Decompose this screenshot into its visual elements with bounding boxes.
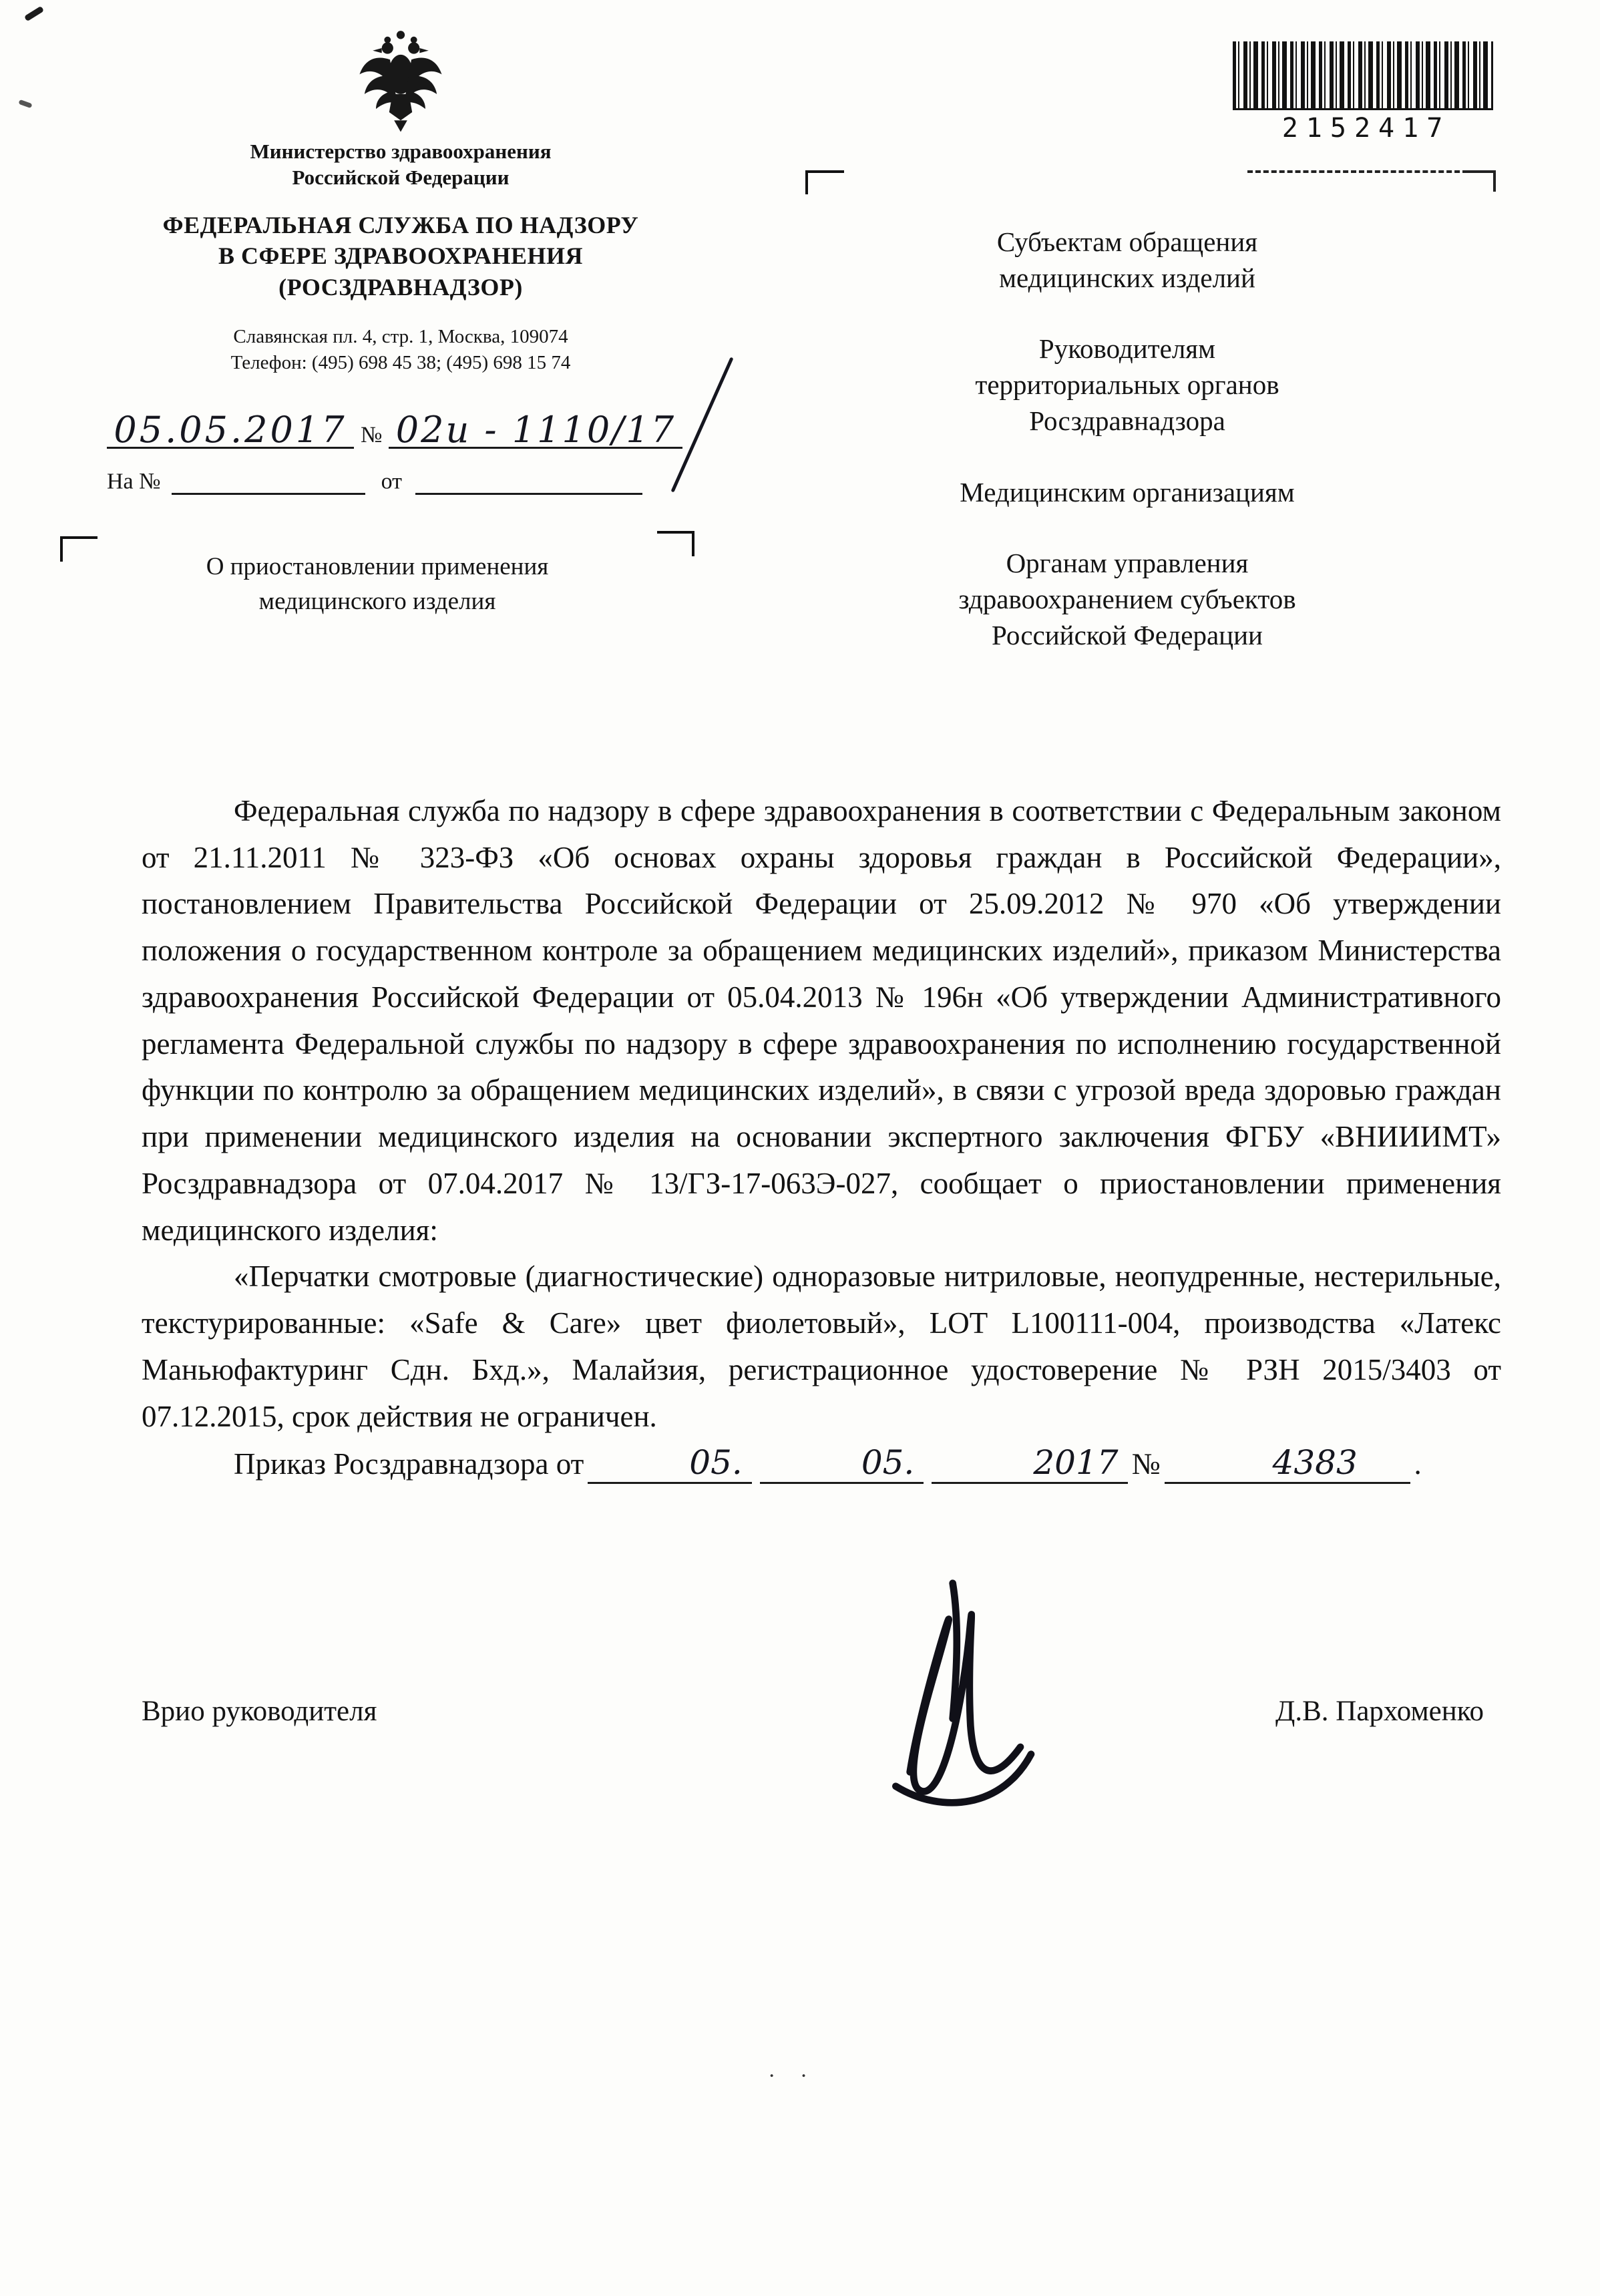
addressee-item [853, 545, 1401, 653]
handwritten-date: 05.05.2017 [107, 413, 354, 449]
ministry-line: Российской Федерации [292, 165, 510, 189]
agency-address: Славянская пл. 4, стр. 1, Москва, 109074 [233, 325, 568, 347]
addressee-list [853, 224, 1401, 653]
reference-date-blank [415, 469, 642, 495]
corner-mark-icon [1468, 170, 1496, 192]
reference-line [107, 469, 694, 495]
letterhead-header [0, 0, 1600, 688]
addressee-line: Субъектам обращения [996, 226, 1258, 257]
addressee-line: Руководителям [1038, 333, 1216, 365]
agency-line: В СФЕРЕ ЗДРАВООХРАНЕНИЯ [218, 242, 583, 270]
coat-of-arms-icon [351, 27, 451, 134]
handwritten-order-year: 2017 [932, 1446, 1127, 1484]
barcode [1233, 41, 1493, 144]
ministry-line: Министерство здравоохранения [250, 140, 552, 163]
ministry-name [107, 139, 694, 191]
signature-scribble [849, 1541, 1063, 1835]
body-paragraph: «Перчатки смотровые (диагностические) одноразовые нитриловые, неопудренные, нестерильные, текстурированные: «Safe & Care» цвет фиолетовый», LOT L100111-004, производства «Латекс Маньюфактуринг Сдн. Бхд.», Малайзия, регистрационное удостоверение № РЗН 2015/3403 от 07.12.2015, срок действия не ограничен. [142, 1260, 1501, 1433]
corner-mark-icon [60, 536, 97, 562]
addressee-line: территориальных органов [975, 369, 1279, 401]
handwritten-order-number: 4383 [1165, 1446, 1410, 1484]
addressee-line: Российской Федерации [992, 619, 1263, 650]
order-period: . [1414, 1447, 1422, 1481]
number-sign: № [361, 422, 383, 447]
barcode-bars-icon [1233, 41, 1493, 108]
subject-zone [60, 536, 694, 619]
addressee-item [853, 474, 1401, 510]
addressee-line: Росздравнадзора [1029, 405, 1225, 437]
addressee-item [853, 224, 1401, 296]
subject-line: О приостановлении применения [206, 552, 549, 580]
order-number-sign: № [1131, 1447, 1161, 1481]
corner-mark-icon [805, 170, 844, 194]
corner-mark-icon [657, 531, 694, 556]
subject-line: медицинского изделия [258, 587, 496, 615]
reference-na-label: На № [107, 469, 161, 494]
dashed-rule [1247, 170, 1468, 173]
body-paragraph: Федеральная служба по надзору в сфере здравоохранения в соответствии с Федеральным законом от 21.11.2011 № 323-ФЗ «Об основах охраны здоровья граждан в Российской Федерации», постановлением Правительства Российской Федерации от 25.09.2012 № 970 «Об утверждении положения о государственном контроле за обращением медицинских изделий», приказом Министерства здравоохранения Российской Федерации от 05.04.2013 № 196н «Об утверждении Административного регламента Федеральной службы по надзору в сфере здравоохранения по исполнению государственной функции по контролю за обращением медицинских изделий», в связи с угрозой вреда здоровью граждан при применении медицинского изделия на основании экспертного заключения ФГБУ «ВНИИИМТ» Росздравнадзора от 07.04.2017 № 13/ГЗ-17-063Э-027, сообщает о приостановлении применения медицинского изделия: [142, 793, 1501, 1247]
addressee-line: Медицинским организациям [960, 476, 1295, 508]
scan-artifact: · · [768, 2064, 817, 2088]
reference-number-blank [172, 469, 365, 495]
signature-block [142, 1588, 1501, 1869]
letter-body [142, 788, 1501, 1488]
agency-phone: Телефон: (495) 698 45 38; (495) 698 15 74 [230, 351, 571, 373]
signer-position: Врио руководителя [142, 1696, 377, 1728]
addressee-item [853, 331, 1401, 439]
addressee-line: Органам управления [1006, 547, 1249, 578]
handwritten-order-day: 05. [588, 1446, 752, 1484]
address-zone-bracket [805, 170, 1496, 194]
subject-title [97, 550, 657, 619]
order-reference-line [142, 1441, 1501, 1488]
agency-line: (РОСЗДРАВНАДЗОР) [278, 274, 523, 301]
handwritten-outgoing-number: 02и - 1110/17 [389, 413, 682, 449]
order-prefix: Приказ Росздравнадзора от [234, 1447, 584, 1481]
agency-line: ФЕДЕРАЛЬНАЯ СЛУЖБА ПО НАДЗОРУ [162, 211, 639, 238]
handwritten-order-month: 05. [760, 1446, 924, 1484]
agency-name [107, 210, 694, 303]
barcode-number: 2152417 [1233, 108, 1493, 144]
letterhead-block [107, 24, 694, 688]
signer-name: Д.В. Пархоменко [1275, 1696, 1484, 1728]
addressee-line: медицинских изделий [999, 262, 1255, 294]
addressee-line: здравоохранением субъектов [958, 583, 1296, 614]
addressee-block [694, 24, 1500, 688]
outgoing-date-number-line [107, 408, 694, 451]
reference-ot-label: от [381, 469, 403, 494]
